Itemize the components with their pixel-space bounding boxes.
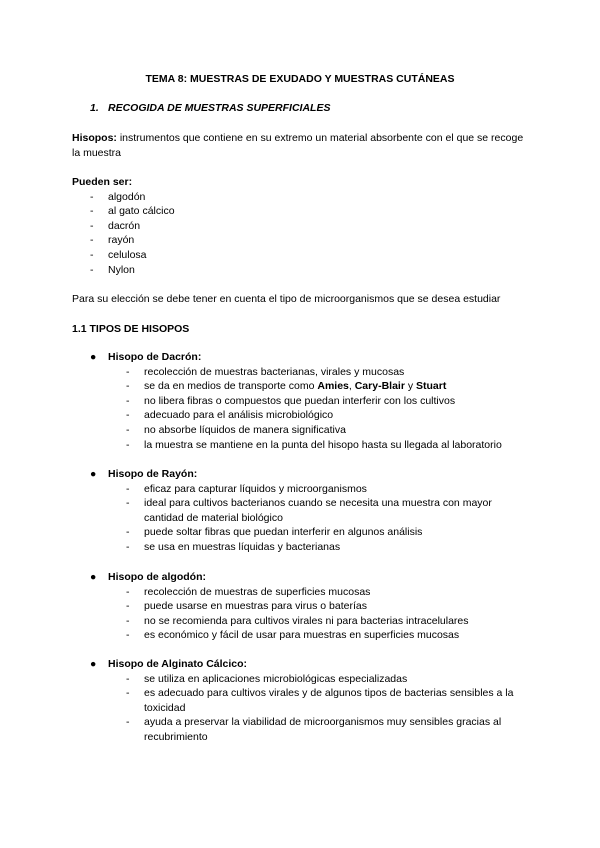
swab-title: ● Hisopo de Rayón: <box>90 468 198 480</box>
swab-title: ● Hisopo de algodón: <box>90 571 206 583</box>
bullet-icon: ● <box>90 571 97 583</box>
transport-cary-blair: Cary-Blair <box>354 380 405 393</box>
eleccion-paragraph: Para su elección se debe tener en cuenta el tipo de microorganismos que se desea estudiar <box>72 293 501 305</box>
list-item: - recolección de muestras de superficies mucosas <box>126 585 371 598</box>
list-item: - recolección de muestras bacterianas, virales y mucosas <box>126 365 405 378</box>
swab-properties <box>90 365 530 453</box>
list-item: - ideal para cultivos bacterianos cuando se necesita una muestra con mayor cantidad de material biológico <box>126 497 492 524</box>
subsection-heading: 1.1 TIPOS DE HISOPOS <box>72 323 190 335</box>
list-item: - la muestra se mantiene en la punta del hisopo hasta su llegada al laboratorio <box>126 438 502 451</box>
list-item: - se utiliza en aplicaciones microbiológicas especializadas <box>126 672 408 685</box>
list-item: - no libera fibras o compuestos que puedan interferir con los cultivos <box>126 394 456 407</box>
hisopos-definition <box>72 131 532 160</box>
materials-list <box>72 190 532 278</box>
hisopos-term: Hisopos: <box>72 132 117 144</box>
list-item: - se usa en muestras líquidas y bacterianas <box>126 540 341 553</box>
transport-amies: Amies <box>317 380 349 393</box>
list-item: - puede usarse en muestras para virus o baterías <box>126 600 367 613</box>
dash-marker: - <box>90 205 94 218</box>
swab-properties <box>90 482 530 555</box>
transport-stuart: Stuart <box>416 380 447 393</box>
swab-alginato <box>90 657 530 745</box>
list-item: - dacrón <box>90 219 141 232</box>
dash-marker: - <box>90 248 94 261</box>
list-item: - no absorbe líquidos de manera significativa <box>126 423 346 436</box>
list-item: - Nylon <box>90 263 135 276</box>
list-item: - se da en medios de transporte como Amies, Cary-Blair y Stuart <box>126 380 447 393</box>
swab-rayon <box>90 467 530 555</box>
section-number: 1. <box>90 102 99 114</box>
dash-marker: - <box>90 263 94 276</box>
bullet-icon: ● <box>90 658 97 670</box>
hisopos-text: instrumentos que contiene en su extremo un material absorbente con el que se recoge la muestra <box>72 132 524 159</box>
list-item: - adecuado para el análisis microbiológico <box>126 409 334 422</box>
list-item: - celulosa <box>90 248 147 261</box>
section-heading <box>90 101 330 116</box>
page-title: TEMA 8: MUESTRAS DE EXUDADO Y MUESTRAS CUTÁNEAS <box>145 73 455 85</box>
swab-algodon <box>90 570 530 643</box>
list-item: - es económico y fácil de usar para muestras en superficies mucosas <box>126 629 460 642</box>
list-item: - ayuda a preservar la viabilidad de microorganismos muy sensibles gracias al recubrimiento <box>126 716 502 743</box>
pueden-ser-label: Pueden ser: <box>72 176 133 188</box>
list-item: - es adecuado para cultivos virales y de algunos tipos de bacterias sensibles a la toxicidad <box>126 687 514 714</box>
bullet-icon: ● <box>90 468 97 480</box>
dash-marker: - <box>90 234 94 247</box>
dash-marker: - <box>90 219 94 232</box>
swab-title: ● Hisopo de Dacrón: <box>90 351 202 363</box>
list-item: - al gato cálcico <box>90 205 175 218</box>
swab-dacron <box>90 350 530 452</box>
list-item: - puede soltar fibras que puedan interferir en algunos análisis <box>126 526 423 539</box>
list-item: - no se recomienda para cultivos virales ni para bacterias intracelulares <box>126 614 469 627</box>
list-item: - rayón <box>90 234 135 247</box>
swab-properties <box>90 672 530 745</box>
section-heading-text: RECOGIDA DE MUESTRAS SUPERFICIALES <box>108 102 331 114</box>
pueden-ser-block <box>72 175 532 277</box>
swab-title: ● Hisopo de Alginato Cálcico: <box>90 658 248 670</box>
bullet-icon: ● <box>90 351 97 363</box>
list-item: - eficaz para capturar líquidos y microorganismos <box>126 482 367 495</box>
swab-properties <box>90 585 530 643</box>
list-item: - algodón <box>90 190 146 203</box>
dash-marker: - <box>90 190 94 203</box>
